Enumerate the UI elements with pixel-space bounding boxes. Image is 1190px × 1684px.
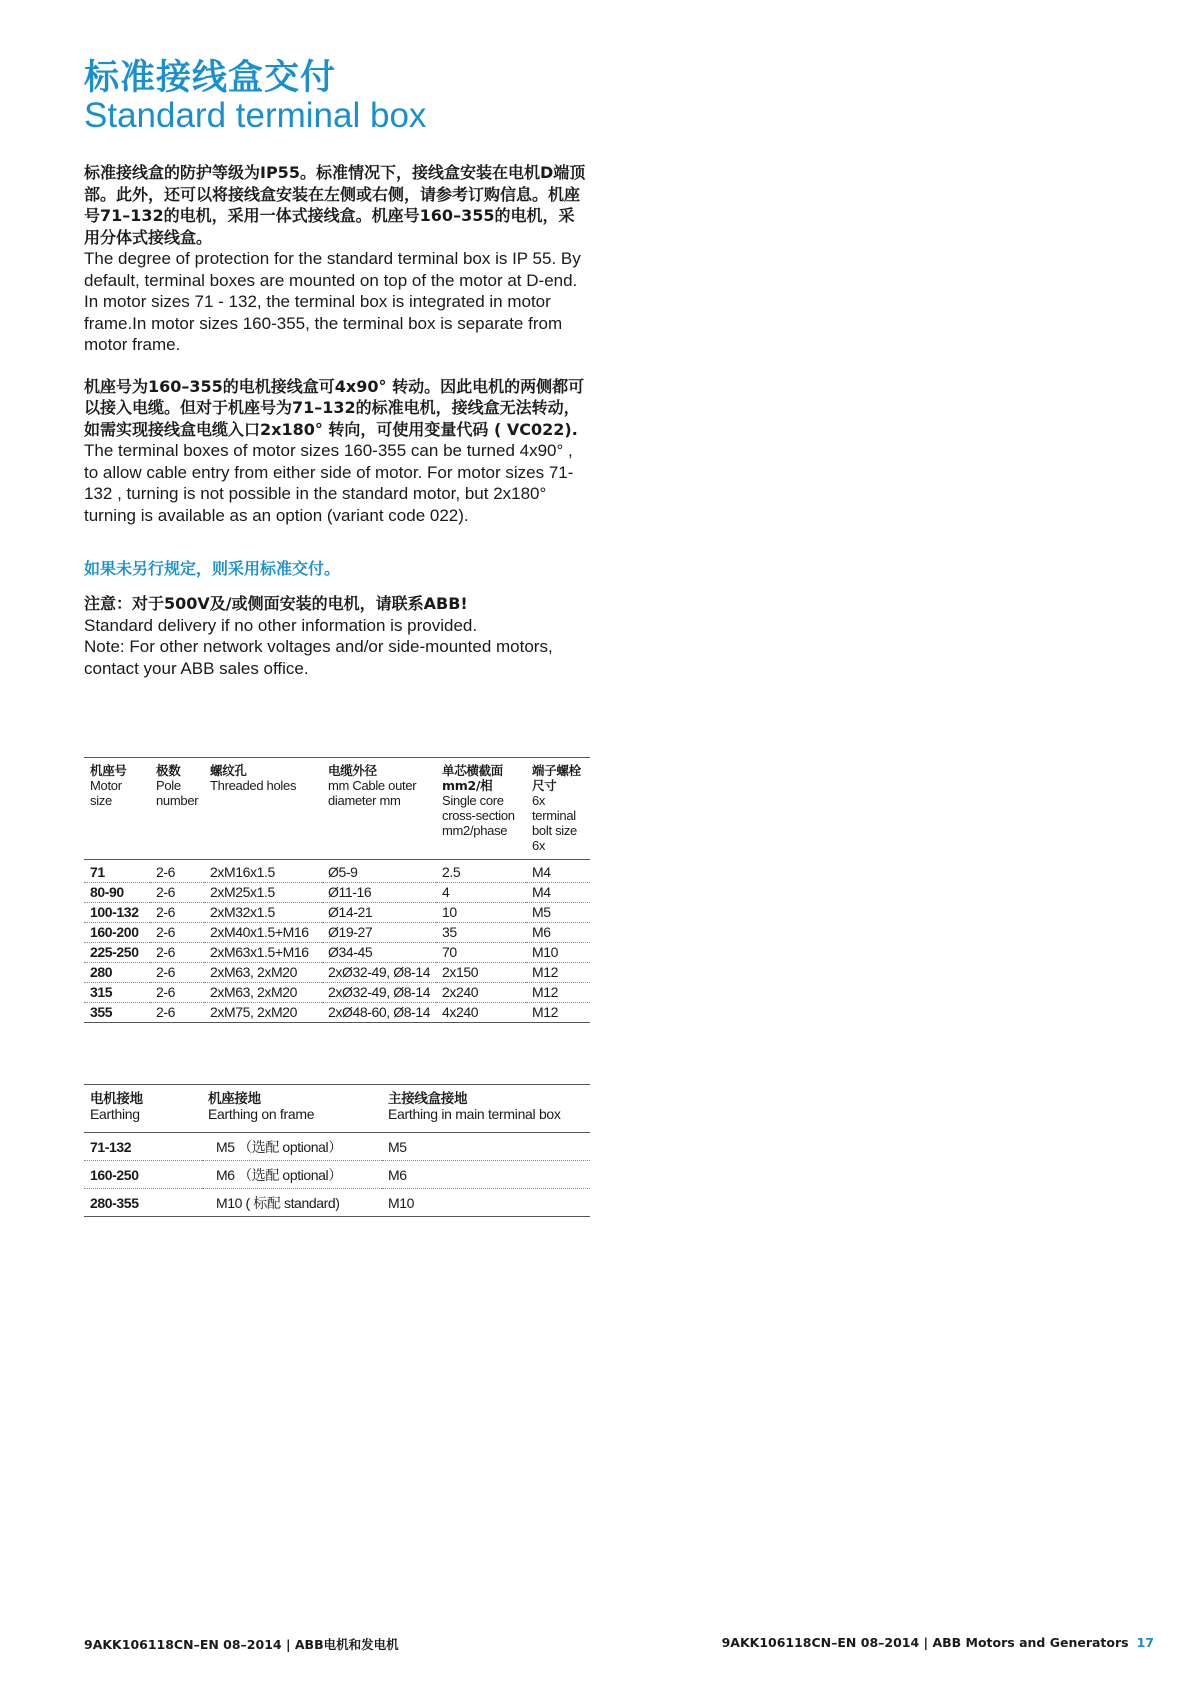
col-header-cable-diameter: 电缆外径 mm Cable outer diameter mm [328,763,417,808]
col-header-pole-number: 极数 Pole number [156,763,199,808]
table-row: 100-132 2-6 2xM32x1.5 Ø14-21 10 M5 [84,902,590,922]
standard-delivery-note: 如果未另行规定，则采用标准交付。 [84,559,341,578]
body-text [84,162,590,679]
table-row: 315 2-6 2xM63, 2xM20 2xØ32-49, Ø8-14 2x240 M12 [84,982,590,1002]
col-header-earthing-main-box: 主接线盒接地 Earthing in main terminal box [388,1091,561,1122]
table-row: 280 2-6 2xM63, 2xM20 2xØ32-49, Ø8-14 2x150 M12 [84,962,590,982]
table-header-row [84,1085,590,1133]
col-header-bolt-size: 端子螺栓尺寸 6x terminal bolt size 6x [532,763,581,853]
table-row: 160-250 M6 （选配 optional） M6 [84,1161,590,1189]
earthing-table [84,1084,590,1217]
footer-left: 9AKK106118CN–EN 08–2014 | ABB电机和发电机 [84,1637,399,1652]
contact-note-cn: 注意：对于500V及/或侧面安装的电机，请联系ABB! [84,594,468,613]
para1-cn: 标准接线盒的防护等级为IP55。标准情况下，接线盒安装在电机D端顶部。此外，还可以将接线盒安装在左侧或右侧，请参考订购信息。机座号71–132的电机，采用一体式接线盒。机座号160–355的电机，采用分体式接线盒。 [84,163,586,247]
page-title-cn: 标准接线盒交付 [84,58,337,98]
para2-cn: 机座号为160–355的电机接线盒可4x90° 转动。因此电机的两侧都可以接入电缆。但对于机座号为71–132的标准电机，接线盒无法转动，如需实现接线盒电缆入口2x180° 转向，可使用变量代码 ( VC022). [84,376,585,439]
footer-right-text: 9AKK106118CN–EN 08–2014 | ABB Motors and Generators [721,1635,1129,1650]
standard-delivery-en: Standard delivery if no other information is provided. [84,615,478,635]
contact-note-en: Note: For other network voltages and/or side-mounted motors, contact your ABB sales office. [84,637,553,678]
col-header-earthing: 电机接地 Earthing [90,1091,143,1122]
col-header-earthing-frame: 机座接地 Earthing on frame [208,1091,315,1122]
table-row: 80-90 2-6 2xM25x1.5 Ø11-16 4 M4 [84,882,590,902]
table-row: 225-250 2-6 2xM63x1.5+M16 Ø34-45 70 M10 [84,942,590,962]
para1-en: The degree of protection for the standard terminal box is IP 55. By default, terminal boxes are mounted on top of the motor at D-end. In motor sizes 71 - 132, the terminal box is integrated in motor frame.In motor sizes 160-355, the terminal box is separate from motor frame. [84,249,581,354]
col-header-motor-size: 机座号 Motor size [90,763,127,808]
table-header-row [84,758,590,860]
table-row: 160-200 2-6 2xM40x1.5+M16 Ø19-27 35 M6 [84,922,590,942]
table-row: 71 2-6 2xM16x1.5 Ø5-9 2.5 M4 [84,860,590,883]
page-number: 17 [1136,1635,1154,1650]
col-header-cross-section: 单芯横截面mm2/相 Single core cross-section mm2/phase [442,763,515,838]
table-row: 71-132 M5 （选配 optional） M5 [84,1133,590,1161]
footer-right [722,1635,1154,1650]
table-row: 355 2-6 2xM75, 2xM20 2xØ48-60, Ø8-14 4x240 M12 [84,1002,590,1022]
para2-en: The terminal boxes of motor sizes 160-355 can be turned 4x90° , to allow cable entry from either side of motor. For motor sizes 71-132 , turning is not possible in the standard motor, but 2x180° turning is available as an option (variant code 022). [84,441,574,525]
terminal-box-table [84,757,590,1023]
page-title-en: Standard terminal box [84,96,427,135]
table-row: 280-355 M10 ( 标配 standard) M10 [84,1189,590,1217]
col-header-threaded-holes: 螺纹孔 Threaded holes [210,763,297,793]
